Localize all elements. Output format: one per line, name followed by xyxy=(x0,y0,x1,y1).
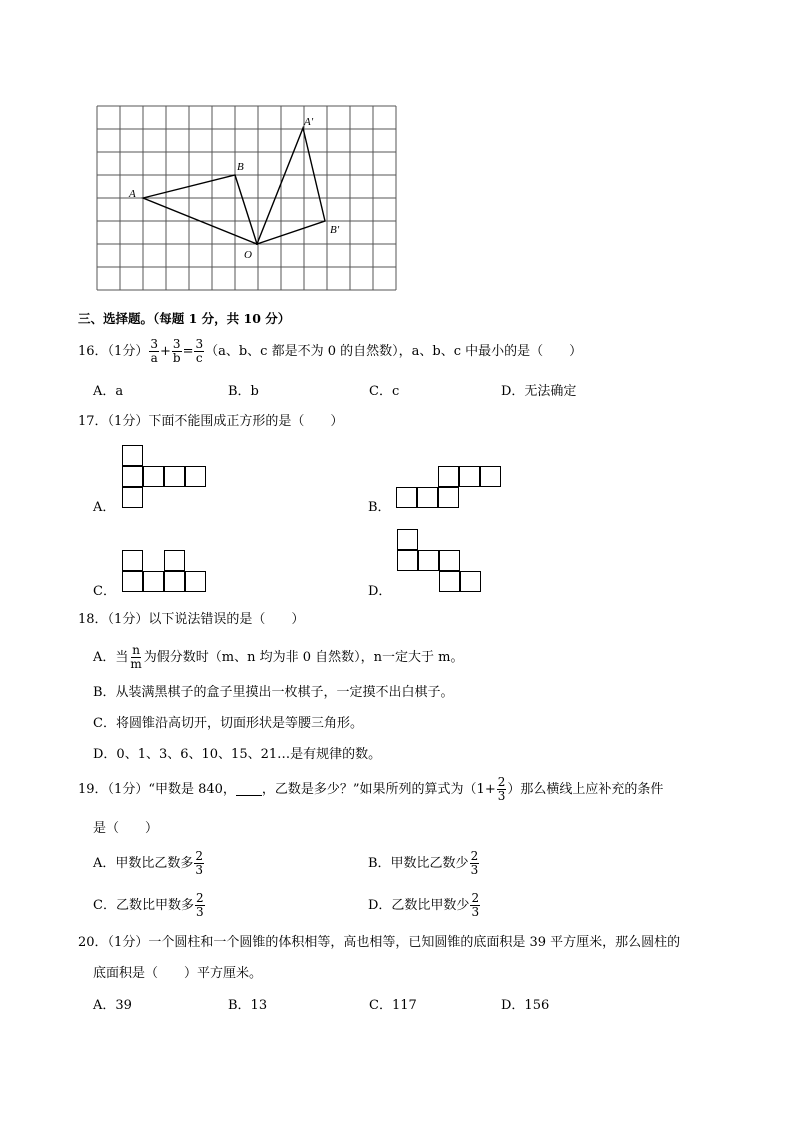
q19-stem-part3: ）那么横线上应补充的条件 xyxy=(507,781,664,797)
q16-option-c[interactable]: C．c xyxy=(369,384,400,399)
section-title: 三、选择题。（每题 1 分，共 10 分） xyxy=(78,311,291,326)
q16-fraction-1: $\frac{3}{a}$ xyxy=(150,337,158,365)
q18-option-a[interactable] xyxy=(93,644,463,670)
q19-option-b-fraction: $\frac{2}{3}$ xyxy=(470,849,479,877)
q18-fraction-n-m: $\frac{n}{m}$ xyxy=(130,643,142,671)
q18-option-a-prefix: A．当 xyxy=(93,649,129,665)
question-19 xyxy=(78,776,663,802)
q18-stem: 18．（1分）以下说法错误的是（ ） xyxy=(78,612,305,627)
q16-fraction-2: $\frac{3}{b}$ xyxy=(172,337,181,365)
label-a-prime: A′ xyxy=(304,116,314,128)
q17-option-d[interactable]: D． xyxy=(368,584,392,599)
q19-blank[interactable] xyxy=(236,783,262,796)
q16-number: 16．（1分） xyxy=(78,343,149,359)
q19-option-b-text: B．甲数比乙数少 xyxy=(368,855,469,871)
q19-option-b[interactable] xyxy=(368,850,480,876)
q17-stem: 17．（1分）下面不能围成正方形的是（ ） xyxy=(78,414,344,429)
q19-option-a-fraction: $\frac{2}{3}$ xyxy=(195,849,204,877)
q19-stem-part1: 19．（1分）“甲数是 840， xyxy=(78,781,236,797)
q18-option-b[interactable]: B．从装满黑棋子的盒子里摸出一枚棋子，一定摸不出白棋子。 xyxy=(93,685,454,700)
label-b: B xyxy=(237,161,244,173)
q20-option-c[interactable]: C．117 xyxy=(369,998,417,1013)
triangle-a-prime-b-prime-o xyxy=(257,128,325,244)
q16-option-d[interactable]: D．无法确定 xyxy=(501,384,577,399)
q16-fraction-3: $\frac{3}{c}$ xyxy=(195,337,204,365)
q20-option-b[interactable]: B．13 xyxy=(228,998,268,1013)
q20-option-d[interactable]: D．156 xyxy=(501,998,550,1013)
label-a: A xyxy=(129,188,136,200)
q19-fraction: $\frac{2}{3}$ xyxy=(497,775,506,803)
triangle-abo xyxy=(143,175,257,244)
q16-option-b[interactable]: B．b xyxy=(228,384,259,399)
label-o: O xyxy=(244,249,252,261)
q19-option-a-text: A．甲数比乙数多 xyxy=(93,855,194,871)
q18-option-d[interactable]: D．0、1、3、6、10、15、21…是有规律的数。 xyxy=(93,747,382,762)
q17-option-c[interactable]: C． xyxy=(93,584,116,599)
q17-option-a[interactable]: A． xyxy=(93,500,116,515)
label-b-prime: B′ xyxy=(330,224,340,236)
question-16 xyxy=(78,338,582,364)
q20-stem-line2: 底面积是（ ）平方厘米。 xyxy=(93,966,263,981)
q16-stem-tail: （a、b、c 都是不为 0 的自然数），a、b、c 中最小的是（ ） xyxy=(205,343,583,359)
q19-option-d-fraction: $\frac{2}{3}$ xyxy=(471,891,480,919)
q19-stem-line2: 是（ ） xyxy=(93,821,159,836)
q20-option-a[interactable]: A．39 xyxy=(93,998,132,1013)
grid-figure xyxy=(0,0,794,300)
q20-stem-line1: 20．（1分）一个圆柱和一个圆锥的体积相等，高也相等，已知圆锥的底面积是 39 平方厘米，那么圆柱的 xyxy=(78,935,681,950)
q19-option-c-fraction: $\frac{2}{3}$ xyxy=(195,891,204,919)
q19-stem-part2: ，乙数是多少？”如果所列的算式为（1+ xyxy=(261,781,496,797)
q19-option-d[interactable] xyxy=(368,892,481,918)
q19-option-c-text: C．乙数比甲数多 xyxy=(93,897,194,913)
q16-plus: + xyxy=(159,343,171,359)
q19-option-d-text: D．乙数比甲数少 xyxy=(368,897,470,913)
q17-option-b[interactable]: B． xyxy=(368,500,391,515)
q19-option-a[interactable] xyxy=(93,850,205,876)
q18-option-c[interactable]: C．将圆锥沿高切开，切面形状是等腰三角形。 xyxy=(93,716,363,731)
q19-option-c[interactable] xyxy=(93,892,206,918)
q16-equals: = xyxy=(182,343,194,359)
q16-option-a[interactable]: A．a xyxy=(93,384,124,399)
q18-option-a-suffix: 为假分数时（m、n 均为非 0 自然数），n一定大于 m。 xyxy=(143,649,464,665)
